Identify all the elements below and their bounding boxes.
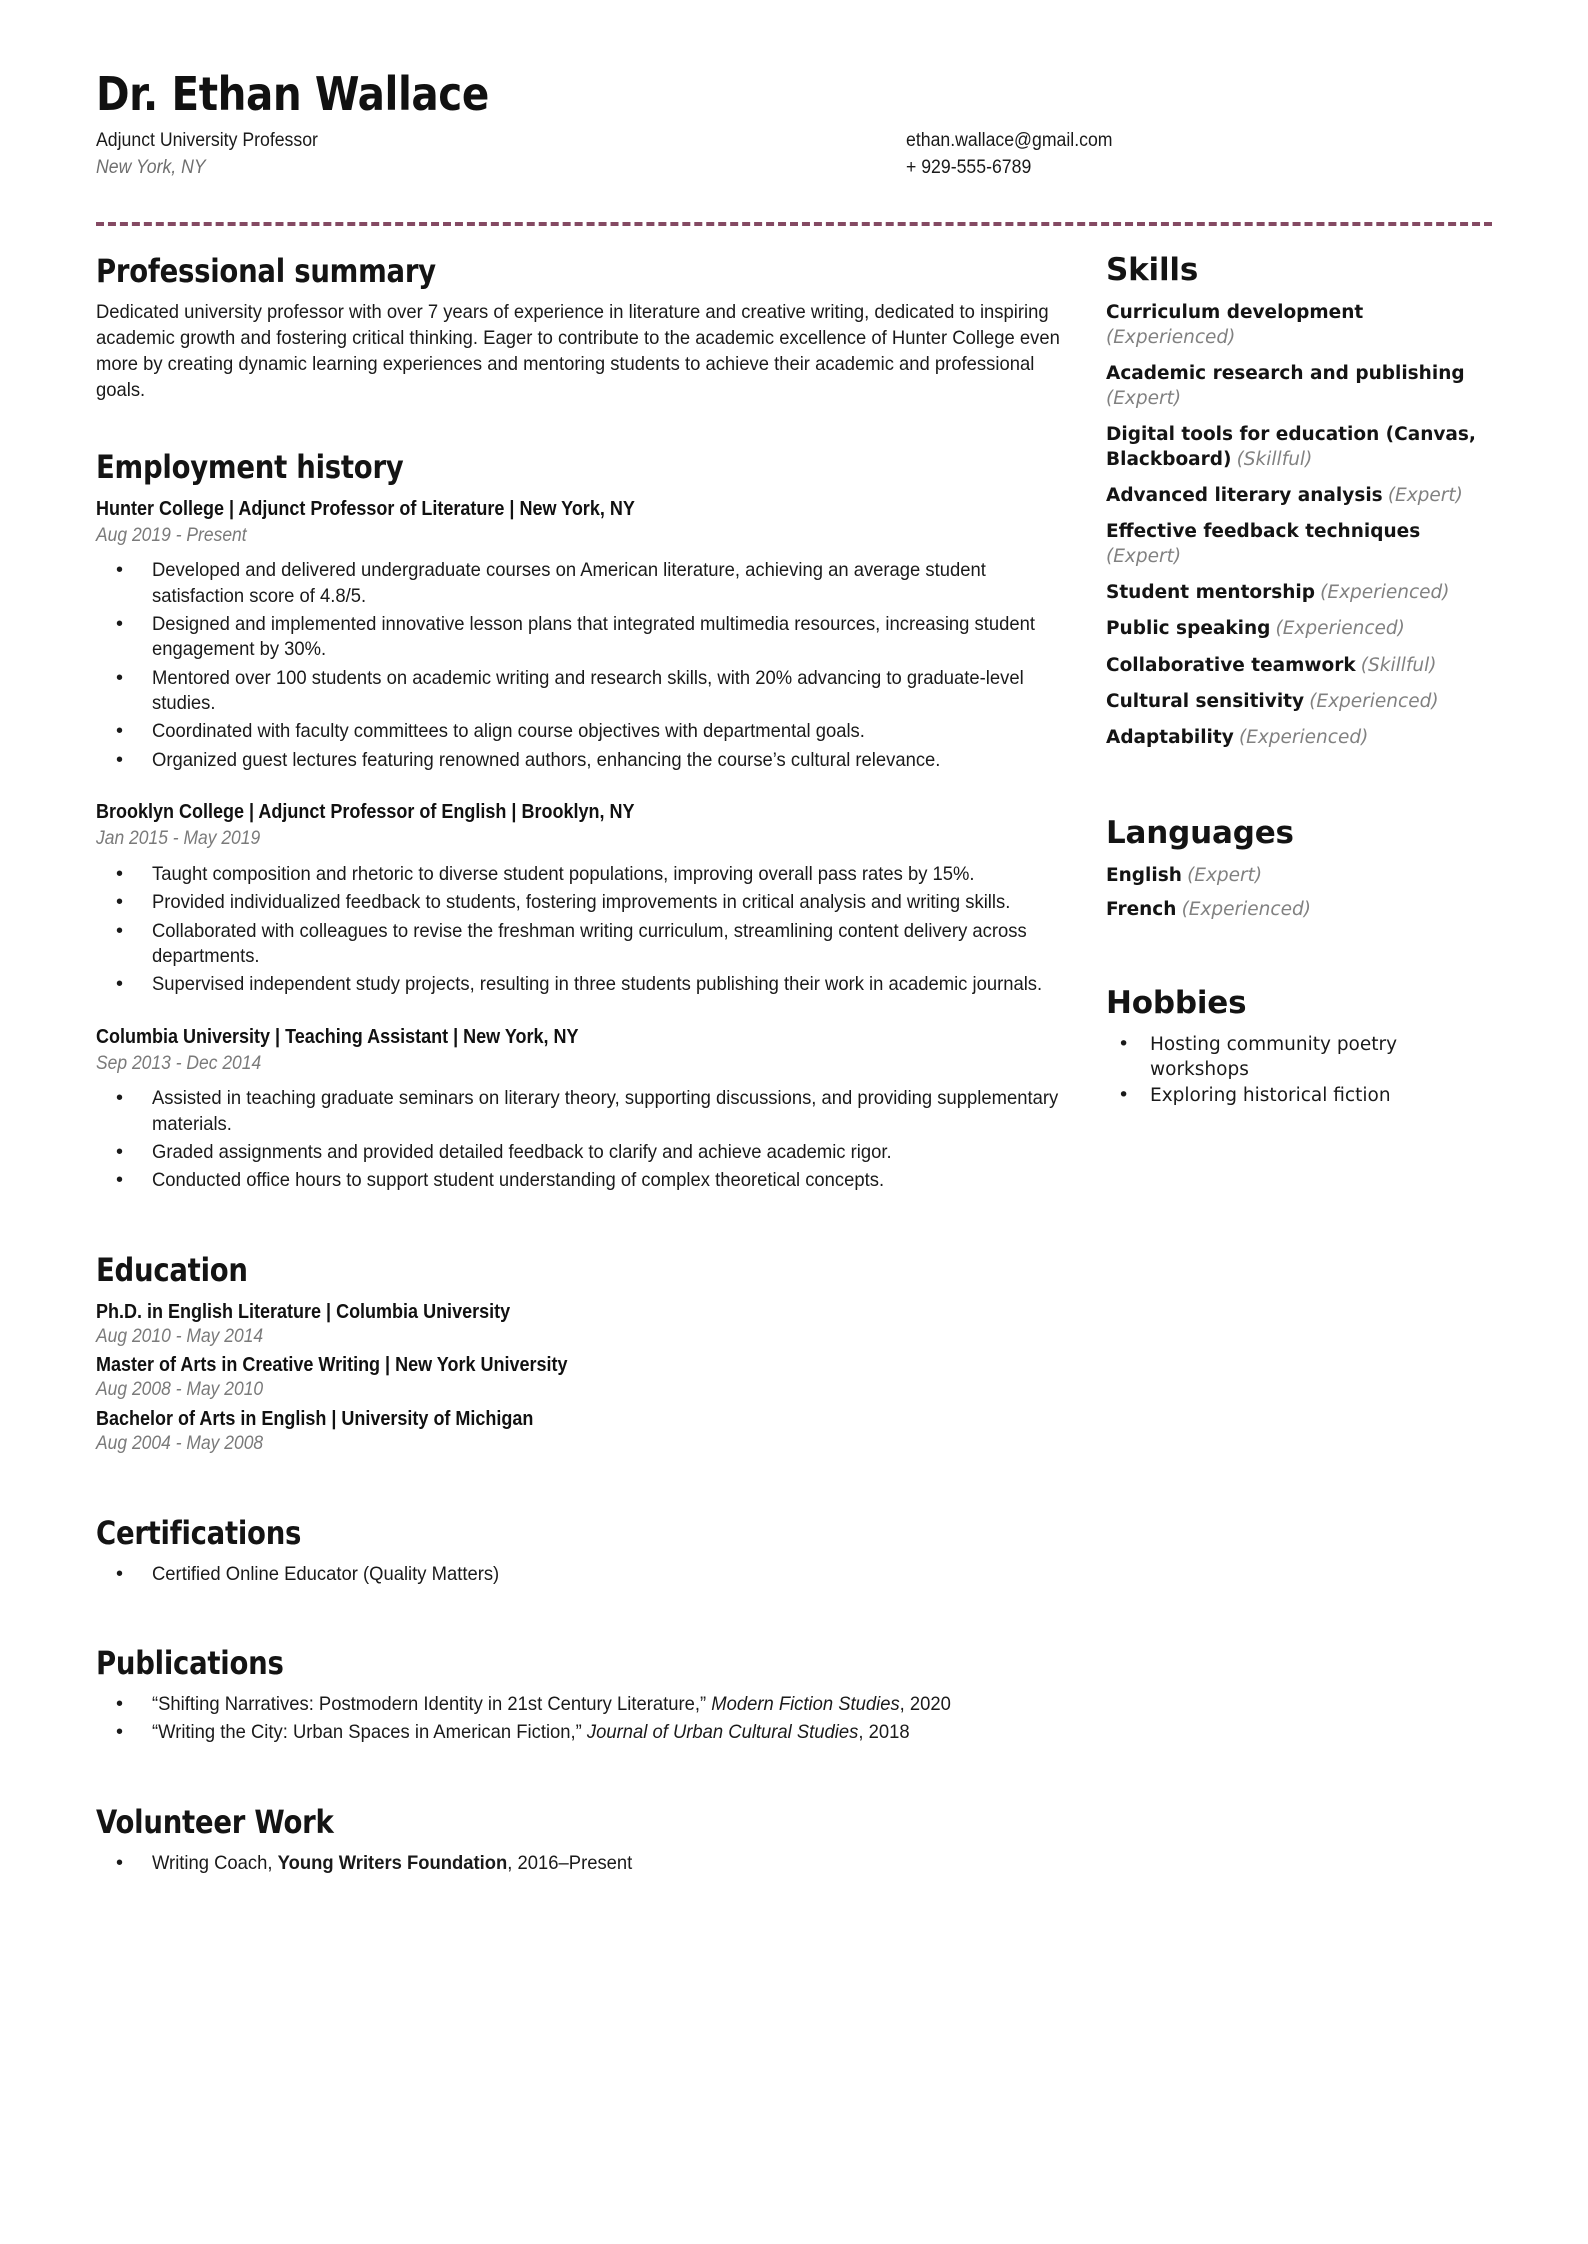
spacer [96,404,1066,448]
section-title-volunteer: Volunteer Work [96,1802,334,1841]
employment-bullet-list [96,558,1066,773]
language-name: English [1106,864,1182,886]
skill-item [1106,580,1496,605]
languages-list [1106,863,1496,923]
skill-level: (Experienced) [1309,690,1439,712]
candidate-job-title: Adjunct University Professor [96,130,318,152]
section-professional-summary [96,252,1066,404]
skill-name: Public speaking [1106,618,1271,640]
employment-bullet [96,748,1066,773]
employment-bullet-text: • Mentored over 100 students on academic writing and research skills, with 20% advancing to graduate-level studies. [152,666,1024,715]
education-degree: Ph.D. in English Literature | Columbia University [96,1300,511,1323]
skill-name: Collaborative teamwork [1106,654,1356,676]
employment-bullet [96,1168,1066,1193]
hobby-item: • Hosting community poetry workshops [1106,1033,1496,1081]
language-item [1106,897,1496,922]
employment-bullet [96,666,1066,717]
skill-name: Curriculum development [1106,302,1364,323]
employment-bullet-list [96,862,1066,998]
section-title-skills: Skills [1106,252,1199,288]
employment-entry-dates: Jan 2015 - May 2019 [96,828,261,850]
publication-text: • “Shifting Narratives: Postmodern Identity in 21st Century Literature,” Modern Fiction Studies, 2020 [152,1693,951,1715]
skill-item [1106,725,1496,750]
spacer [1106,761,1496,815]
employment-bullet [96,972,1066,997]
education-entry [96,1352,1066,1403]
skill-name: Advanced literary analysis [1106,485,1383,507]
employment-entry [96,799,1066,997]
volunteer-organization: Young Writers Foundation [277,1851,508,1874]
skill-level: (Experienced) [1275,618,1405,640]
employment-bullet [96,1140,1066,1165]
candidate-phone[interactable]: + 929-555-6789 [906,157,1032,179]
skill-name: Cultural sensitivity [1106,690,1305,712]
candidate-email[interactable]: ethan.wallace@gmail.com [906,130,1113,152]
skill-level: (Expert) [1387,485,1463,507]
spacer [96,1460,1066,1514]
employment-list [96,496,1066,1194]
employment-bullet [96,612,1066,663]
employment-entry-title: Brooklyn College | Adjunct Professor of English | Brooklyn, NY [96,801,635,824]
spacer [96,1749,1066,1803]
skill-item [1106,300,1496,350]
skill-name: Adaptability [1106,726,1234,748]
language-item [1106,863,1496,888]
employment-bullet [96,719,1066,744]
employment-entry-title: Columbia University | Teaching Assistant | New York, NY [96,1025,579,1048]
candidate-location: New York, NY [96,157,206,179]
section-employment-history [96,448,1066,1194]
education-dates: Aug 2004 - May 2008 [96,1432,264,1454]
skill-item [1106,483,1496,508]
skills-list [1106,300,1496,750]
section-languages [1106,815,1496,923]
education-entry [96,1406,1066,1457]
volunteer-text: • Writing Coach, Young Writers Foundation, 2016–Present [152,1851,633,1874]
education-dates: Aug 2010 - May 2014 [96,1325,264,1347]
skill-item [1106,689,1496,714]
employment-bullet-list [96,1086,1066,1193]
publication-item [96,1692,1066,1717]
publications-list [96,1692,1066,1746]
employment-bullet [96,1086,1066,1137]
skill-name: Digital tools for education (Canvas, Blackboard) [1106,424,1476,471]
volunteer-item [96,1851,1066,1876]
employment-bullet-text: • Designed and implemented innovative lesson plans that integrated multimedia resources, increasing student engagement by 30%. [152,613,1035,661]
employment-bullet [96,919,1066,970]
education-entry [96,1299,1066,1350]
skill-level: (Expert) [1106,546,1182,568]
resume-header [96,67,1492,182]
section-volunteer-work [96,1803,1066,1876]
section-title-education: Education [96,1250,248,1289]
employment-bullet-text: • Taught composition and rhetoric to diverse student populations, improving overall pass rates by 15%. [152,862,975,885]
publication-journal: Modern Fiction Studies [711,1693,900,1715]
section-education [96,1251,1066,1457]
education-list [96,1299,1066,1457]
skill-item [1106,653,1496,678]
language-level: (Expert) [1187,864,1263,886]
education-degree: Bachelor of Arts in English | University of Michigan [96,1407,534,1430]
employment-bullet-text: • Conducted office hours to support student understanding of complex theoretical concepts. [152,1169,885,1192]
spacer [1106,931,1496,985]
volunteer-list [96,1851,1066,1876]
employment-entry [96,496,1066,773]
language-name: French [1106,899,1177,921]
employment-bullet-text: • Developed and delivered undergraduate courses on American literature, achieving an average student satisfaction score of 4.8/5. [152,559,986,607]
publication-item [96,1720,1066,1745]
skill-level: (Expert) [1106,388,1182,410]
candidate-name: Dr. Ethan Wallace [96,67,489,121]
skill-item [1106,616,1496,641]
skill-item [1106,519,1496,569]
header-right-block [906,128,1466,182]
education-dates: Aug 2008 - May 2010 [96,1379,264,1401]
publication-journal: Journal of Urban Cultural Studies [586,1721,859,1744]
section-title-employment: Employment history [96,447,404,486]
section-certifications [96,1514,1066,1587]
header-divider [96,222,1492,226]
section-title-certifications: Certifications [96,1513,302,1552]
employment-entry [96,1024,1066,1194]
certification-text: • Certified Online Educator (Quality Matters) [152,1562,500,1585]
spacer [96,1197,1066,1251]
language-level: (Experienced) [1181,899,1311,921]
resume-body [96,252,1496,1879]
header-left-block [96,128,906,182]
skill-item [1106,422,1496,472]
section-title-publications: Publications [96,1644,284,1682]
employment-bullet-text: • Assisted in teaching graduate seminars on literary theory, supporting discussions, and providing supplementary materials. [152,1087,1059,1135]
section-publications [96,1644,1066,1746]
skill-name: Academic research and publishing [1106,363,1465,385]
main-column [96,252,1106,1879]
employment-entry-title: Hunter College | Adjunct Professor of Literature | New York, NY [96,497,635,520]
employment-bullet-text: • Graded assignments and provided detailed feedback to clarify and achieve academic rigor. [152,1140,892,1163]
employment-entry-dates: Sep 2013 - Dec 2014 [96,1052,262,1074]
employment-bullet-text: • Supervised independent study projects, resulting in three students publishing their work in academic journals. [152,973,1043,996]
skill-name: Student mentorship [1106,582,1316,604]
hobby-item: • Exploring historical fiction [1106,1084,1496,1108]
employment-bullet [96,862,1066,887]
employment-bullet-text: • Coordinated with faculty committees to align course objectives with departmental goals. [152,720,865,743]
section-title-hobbies: Hobbies [1106,985,1247,1022]
hobbies-list [1106,1033,1496,1107]
employment-entry-dates: Aug 2019 - Present [96,524,247,546]
spacer [96,1590,1066,1644]
skill-level: (Skillful) [1360,654,1437,676]
sidebar-column [1106,252,1496,1110]
skill-level: (Experienced) [1106,327,1236,349]
skill-name: Effective feedback techniques [1106,521,1421,543]
employment-bullet-text: • Provided individualized feedback to students, fostering improvements in critical analysis and writing skills. [152,891,1011,914]
employment-bullet [96,558,1066,609]
skill-level: (Experienced) [1320,582,1450,604]
employment-bullet-text: • Organized guest lectures featuring renowned authors, enhancing the course’s cultural relevance. [152,748,941,771]
skill-level: (Experienced) [1238,726,1369,748]
certification-item [96,1562,1066,1587]
employment-bullet [96,890,1066,915]
employment-bullet-text: • Collaborated with colleagues to revise the freshman writing curriculum, streamlining content delivery across departments. [152,919,1027,967]
header-contact-grid [96,128,1492,182]
skill-item [1106,361,1496,411]
certifications-list [96,1562,1066,1587]
summary-text: Dedicated university professor with over 7 years of experience in literature and creative writing, dedicated to inspiring academic growth and fostering critical thinking. Eager to contribute to the academic excellence of Hunter College even more by creating dynamic learning experiences and mentoring students to achieve their academic and professional goals. [96,301,1060,401]
section-title-summary: Professional summary [96,252,436,290]
section-skills [1106,252,1496,750]
publication-text: • “Writing the City: Urban Spaces in American Fiction,” Journal of Urban Cultural Studies, 2018 [152,1721,910,1744]
section-hobbies [1106,985,1496,1107]
education-degree: Master of Arts in Creative Writing | New York University [96,1354,568,1377]
section-title-languages: Languages [1106,814,1294,851]
skill-level: (Skillful) [1236,449,1313,471]
